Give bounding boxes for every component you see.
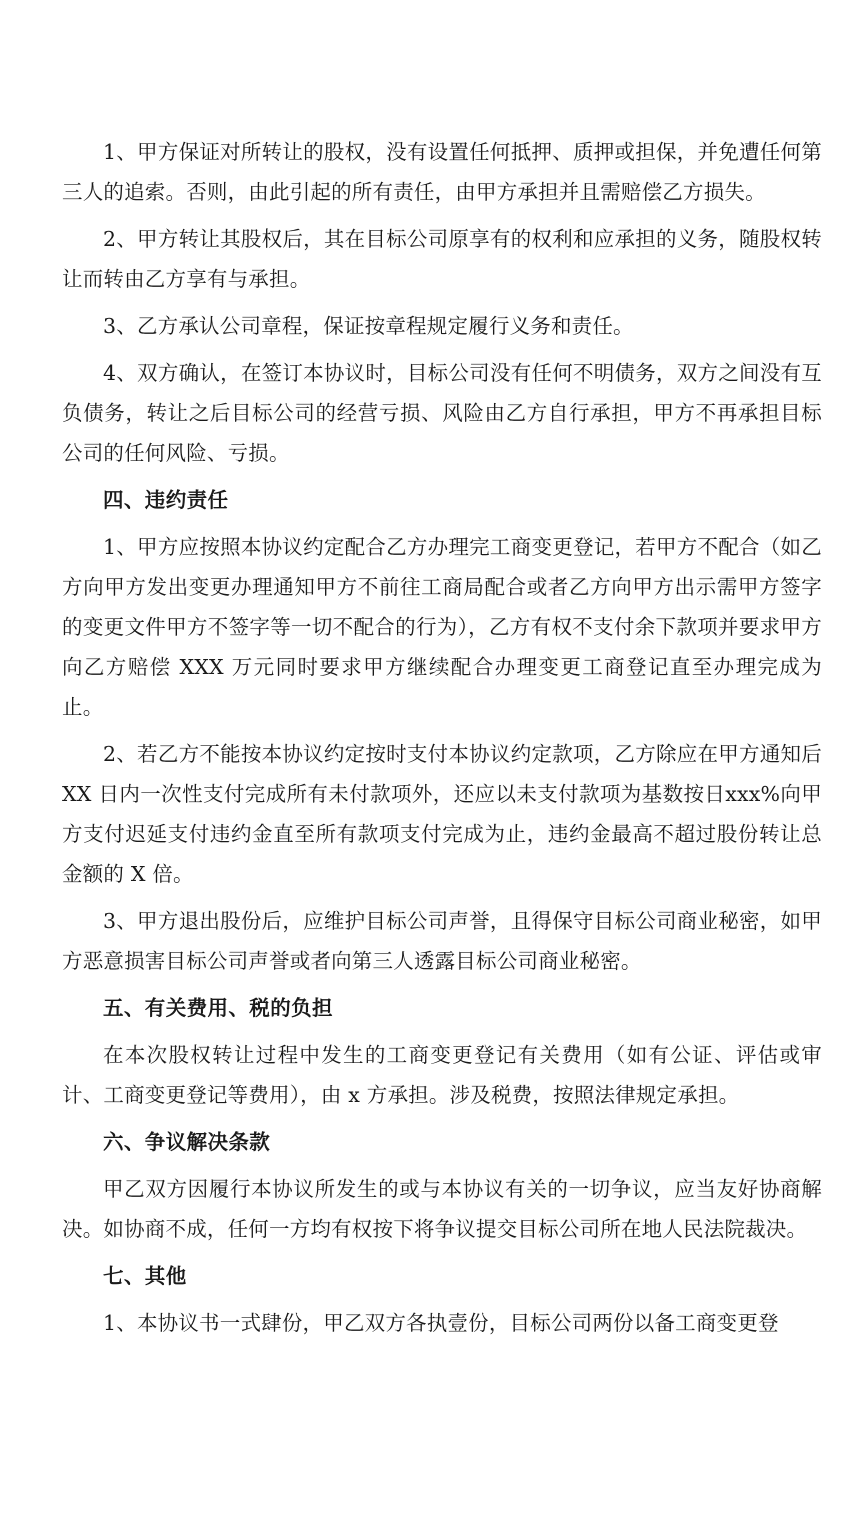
section-heading-fees-taxes: 五、有关费用、税的负担 bbox=[103, 996, 333, 1020]
clause-party-a-cooperation: 1、甲方应按照本协议约定配合乙方办理完工商变更登记，若甲方不配合（如乙方向甲方发出变更办理通知甲方不前往工商局配合或者乙方向甲方出示需甲方签字的变更文件甲方不签字等一切不配合的行为），乙方有权不支付余下款项并要求甲方向乙方赔偿 XXX 万元同时要求甲方继续配合办理变更工商登记直至办理完成为止。 bbox=[62, 535, 822, 719]
clause-dispute-resolution: 甲乙双方因履行本协议所发生的或与本协议有关的一切争议，应当友好协商解决。如协商不成，任何一方均有权按下将争议提交目标公司所在地人民法院裁决。 bbox=[62, 1177, 822, 1241]
section-heading-dispute-resolution: 六、争议解决条款 bbox=[103, 1130, 271, 1154]
clause-late-payment-penalty: 2、若乙方不能按本协议约定按时支付本协议约定款项，乙方除应在甲方通知后 XX 日内一次性支付完成所有未付款项外，还应以未支付款项为基数按日xxx%向甲方支付迟延支付违约金直至所有款项支付完成为止，违约金最高不超过股份转让总金额的 X 倍。 bbox=[62, 742, 822, 886]
clause-no-debts-confirmation: 4、双方确认，在签订本协议时，目标公司没有任何不明债务，双方之间没有互负债务，转让之后目标公司的经营亏损、风险由乙方自行承担，甲方不再承担目标公司的任何风险、亏损。 bbox=[62, 361, 822, 465]
clause-copies: 1、本协议书一式肆份，甲乙双方各执壹份，目标公司两份以备工商变更登 bbox=[103, 1311, 779, 1335]
clause-confidentiality: 3、甲方退出股份后，应维护目标公司声誉，且得保守目标公司商业秘密，如甲方恶意损害目标公司声誉或者向第三人透露目标公司商业秘密。 bbox=[62, 909, 822, 973]
clause-accept-articles: 3、乙方承认公司章程，保证按章程规定履行义务和责任。 bbox=[103, 314, 634, 338]
clause-fees-taxes: 在本次股权转让过程中发生的工商变更登记有关费用（如有公证、评估或审计、工商变更登记等费用），由 x 方承担。涉及税费，按照法律规定承担。 bbox=[62, 1043, 822, 1107]
clause-rights-transfer: 2、甲方转让其股权后，其在目标公司原享有的权利和应承担的义务，随股权转让而转由乙方享有与承担。 bbox=[62, 227, 822, 291]
clause-warranty-no-encumbrance: 1、甲方保证对所转让的股权，没有设置任何抵押、质押或担保，并免遭任何第三人的追索。否则，由此引起的所有责任，由甲方承担并且需赔偿乙方损失。 bbox=[62, 140, 822, 204]
section-heading-miscellaneous: 七、其他 bbox=[103, 1264, 187, 1288]
section-heading-breach-liability: 四、违约责任 bbox=[103, 488, 229, 512]
